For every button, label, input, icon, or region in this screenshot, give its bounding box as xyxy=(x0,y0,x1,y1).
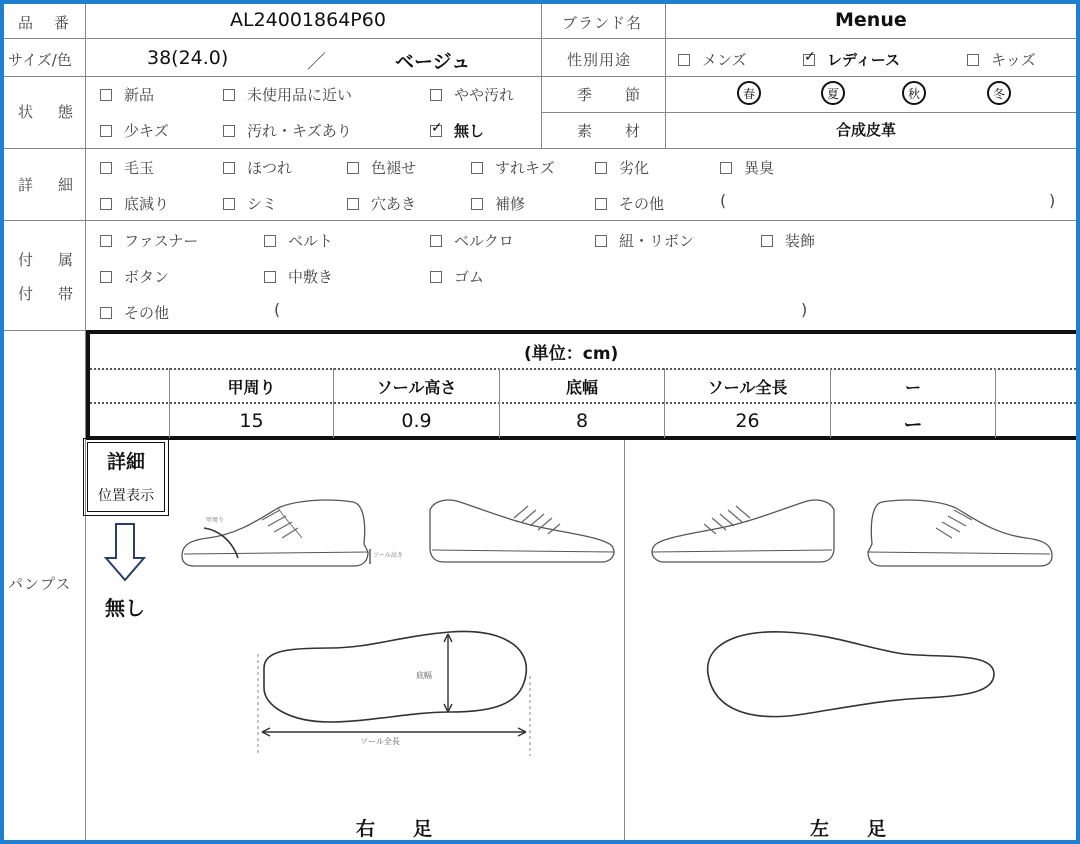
season-label: 季 節 xyxy=(577,86,650,104)
gender-label: 性別用途 xyxy=(567,51,632,69)
checkbox[interactable] xyxy=(471,162,483,174)
option-label: その他 xyxy=(124,304,170,322)
left-shoe-outer-view xyxy=(650,494,840,574)
condition-label: 状 態 xyxy=(18,103,79,121)
header-instep: 甲周り xyxy=(227,378,276,397)
header-extra: ー xyxy=(904,378,921,397)
details-label: 詳 細 xyxy=(18,176,79,194)
accessory-other[interactable] xyxy=(100,302,169,323)
accessory-other-paren-close: ) xyxy=(801,300,808,319)
option-label: 新品 xyxy=(124,86,155,104)
option-label: シミ xyxy=(247,195,278,213)
accessory-laces-ribbon[interactable] xyxy=(595,230,694,251)
option-label: その他 xyxy=(619,195,665,213)
option-label: やや汚れ xyxy=(454,86,515,104)
option-label: 底減り xyxy=(124,195,170,213)
value-instep: 15 xyxy=(239,410,264,432)
checkbox[interactable] xyxy=(761,235,773,247)
checkbox[interactable] xyxy=(595,198,607,210)
left-shoe-side-view xyxy=(866,494,1056,574)
left-foot-label: 左 足 xyxy=(810,818,887,840)
down-arrow-icon xyxy=(104,522,148,584)
value-extra: ー xyxy=(903,414,923,436)
detail-position-box xyxy=(83,438,169,516)
detail-fraying[interactable] xyxy=(223,157,292,178)
left-sole-diagram xyxy=(704,626,1004,760)
checkbox[interactable] xyxy=(100,198,112,210)
option-label: ボタン xyxy=(124,268,170,286)
annotation-instep: 甲周り xyxy=(206,517,225,524)
detail-scuffs[interactable] xyxy=(471,157,555,178)
season-spring: 春 xyxy=(737,81,761,105)
season-winter: 冬 xyxy=(987,81,1011,105)
detail-stains[interactable] xyxy=(223,193,277,214)
option-label: 毛玉 xyxy=(124,159,155,177)
option-label: ゴム xyxy=(454,268,485,286)
header-sole-height: ソール高さ xyxy=(376,378,457,397)
option-label: 穴あき xyxy=(371,195,417,213)
condition-slightly-dirty[interactable] xyxy=(430,84,514,105)
detail-other[interactable] xyxy=(595,193,664,214)
checkbox[interactable] xyxy=(100,89,112,101)
option-label: 汚れ・キズあり xyxy=(247,122,352,140)
option-label: 未使用品に近い xyxy=(247,86,353,104)
option-label: 少キズ xyxy=(124,122,169,140)
season-autumn: 秋 xyxy=(902,81,926,105)
item-number: AL24001864P60 xyxy=(230,9,386,31)
accessory-velcro[interactable] xyxy=(430,230,514,251)
accessory-button[interactable] xyxy=(100,266,169,287)
condition-like-new[interactable] xyxy=(223,84,352,105)
checkbox[interactable] xyxy=(100,125,112,137)
accessory-other-paren-open: ( xyxy=(274,300,281,319)
checkbox[interactable] xyxy=(264,271,276,283)
checkbox[interactable] xyxy=(595,162,607,174)
size-color-separator: ／ xyxy=(307,51,327,73)
detail-odor[interactable] xyxy=(720,157,774,178)
checkbox[interactable] xyxy=(223,125,235,137)
checkbox[interactable] xyxy=(223,89,235,101)
checkbox[interactable] xyxy=(100,307,112,319)
option-label: 劣化 xyxy=(619,159,650,177)
gender-option-mens[interactable] xyxy=(678,49,747,70)
right-shoe-side-view xyxy=(178,494,373,574)
right-sole-diagram xyxy=(250,626,540,760)
detail-box-title: 詳細 xyxy=(106,451,145,473)
checkbox[interactable] xyxy=(347,162,359,174)
accessory-belt[interactable] xyxy=(264,230,333,251)
value-sole-length: 26 xyxy=(735,410,760,432)
gender-option-ladies[interactable] xyxy=(803,49,900,70)
checkbox[interactable] xyxy=(430,235,442,247)
detail-deterioration[interactable] xyxy=(595,157,649,178)
value-sole-height: 0.9 xyxy=(401,410,432,432)
value-sole-width: 8 xyxy=(575,410,589,432)
checkbox[interactable] xyxy=(223,162,235,174)
option-label: キッズ xyxy=(991,51,1036,69)
detail-repair[interactable] xyxy=(471,193,525,214)
color-value: ベージュ xyxy=(395,51,471,73)
checkbox[interactable] xyxy=(967,54,979,66)
checkbox[interactable] xyxy=(471,198,483,210)
option-label: 装飾 xyxy=(785,232,816,250)
option-label: ほつれ xyxy=(247,159,293,177)
option-label: レディース xyxy=(827,51,901,69)
detail-box-subtitle: 位置表示 xyxy=(98,488,154,504)
option-label: ベルクロ xyxy=(454,232,514,250)
detail-other-paren-close: ) xyxy=(1049,191,1056,210)
checkbox[interactable] xyxy=(264,235,276,247)
option-label: 中敷き xyxy=(288,268,334,286)
option-label: 色褪せ xyxy=(371,159,417,177)
annotation-sole-width: 底幅 xyxy=(416,671,432,680)
accessory-rubber[interactable] xyxy=(430,266,484,287)
detail-none-label: 無し xyxy=(105,596,145,620)
detail-pilling[interactable] xyxy=(100,157,154,178)
accessories-label-1: 付 属 xyxy=(18,251,79,269)
option-label: 補修 xyxy=(495,195,526,213)
option-label: メンズ xyxy=(702,51,747,69)
gender-option-kids[interactable] xyxy=(967,49,1036,70)
accessory-insole[interactable] xyxy=(264,266,333,287)
size-value: 38(24.0) xyxy=(147,47,229,69)
checkbox[interactable] xyxy=(678,54,690,66)
season-summer: 夏 xyxy=(821,81,845,105)
option-label: 紐・リボン xyxy=(619,232,695,250)
category-label: パンプス xyxy=(8,575,72,593)
detail-other-paren-open: ( xyxy=(720,191,727,210)
unit-label: (単位：cm) xyxy=(524,344,619,364)
right-foot-label: 右 足 xyxy=(356,818,433,840)
option-label: すれキズ xyxy=(495,159,555,177)
annotation-sole-height: ソール高さ xyxy=(373,552,403,559)
brand-name: Menue xyxy=(835,9,907,31)
checkbox[interactable] xyxy=(100,271,112,283)
accessories-label-2: 付 帯 xyxy=(18,285,79,303)
condition-minor-scratches[interactable] xyxy=(100,120,169,141)
checkbox[interactable] xyxy=(720,162,732,174)
option-label: 異臭 xyxy=(744,159,775,177)
condition-none[interactable] xyxy=(430,120,484,141)
header-sole-width: 底幅 xyxy=(565,378,598,397)
checkbox[interactable] xyxy=(100,235,112,247)
brand-label: ブランド名 xyxy=(562,14,643,32)
detail-fading[interactable] xyxy=(347,157,416,178)
detail-sole-wear[interactable] xyxy=(100,193,169,214)
option-label: ベルト xyxy=(288,232,334,250)
header-sole-length: ソール全長 xyxy=(707,378,788,397)
checkbox[interactable] xyxy=(223,198,235,210)
checkbox-checked[interactable] xyxy=(803,54,815,66)
checkbox[interactable] xyxy=(595,235,607,247)
checkbox[interactable] xyxy=(347,198,359,210)
detail-holes[interactable] xyxy=(347,193,416,214)
condition-dirt-scratches[interactable] xyxy=(223,120,352,141)
option-label: ファスナー xyxy=(124,232,199,250)
checkbox[interactable] xyxy=(430,89,442,101)
checkbox-checked[interactable] xyxy=(430,125,442,137)
accessory-decoration[interactable] xyxy=(761,230,815,251)
material-value: 合成皮革 xyxy=(836,121,897,139)
accessory-zipper[interactable] xyxy=(100,230,198,251)
size-color-label: サイズ/色 xyxy=(8,51,72,69)
checkbox[interactable] xyxy=(100,162,112,174)
checkbox[interactable] xyxy=(430,271,442,283)
option-label: 無し xyxy=(454,122,485,140)
item-number-label: 品 番 xyxy=(18,14,73,32)
condition-new[interactable] xyxy=(100,84,154,105)
right-shoe-outer-view xyxy=(424,494,619,574)
material-label: 素 材 xyxy=(577,122,650,140)
annotation-sole-length: ソール全長 xyxy=(360,737,400,746)
